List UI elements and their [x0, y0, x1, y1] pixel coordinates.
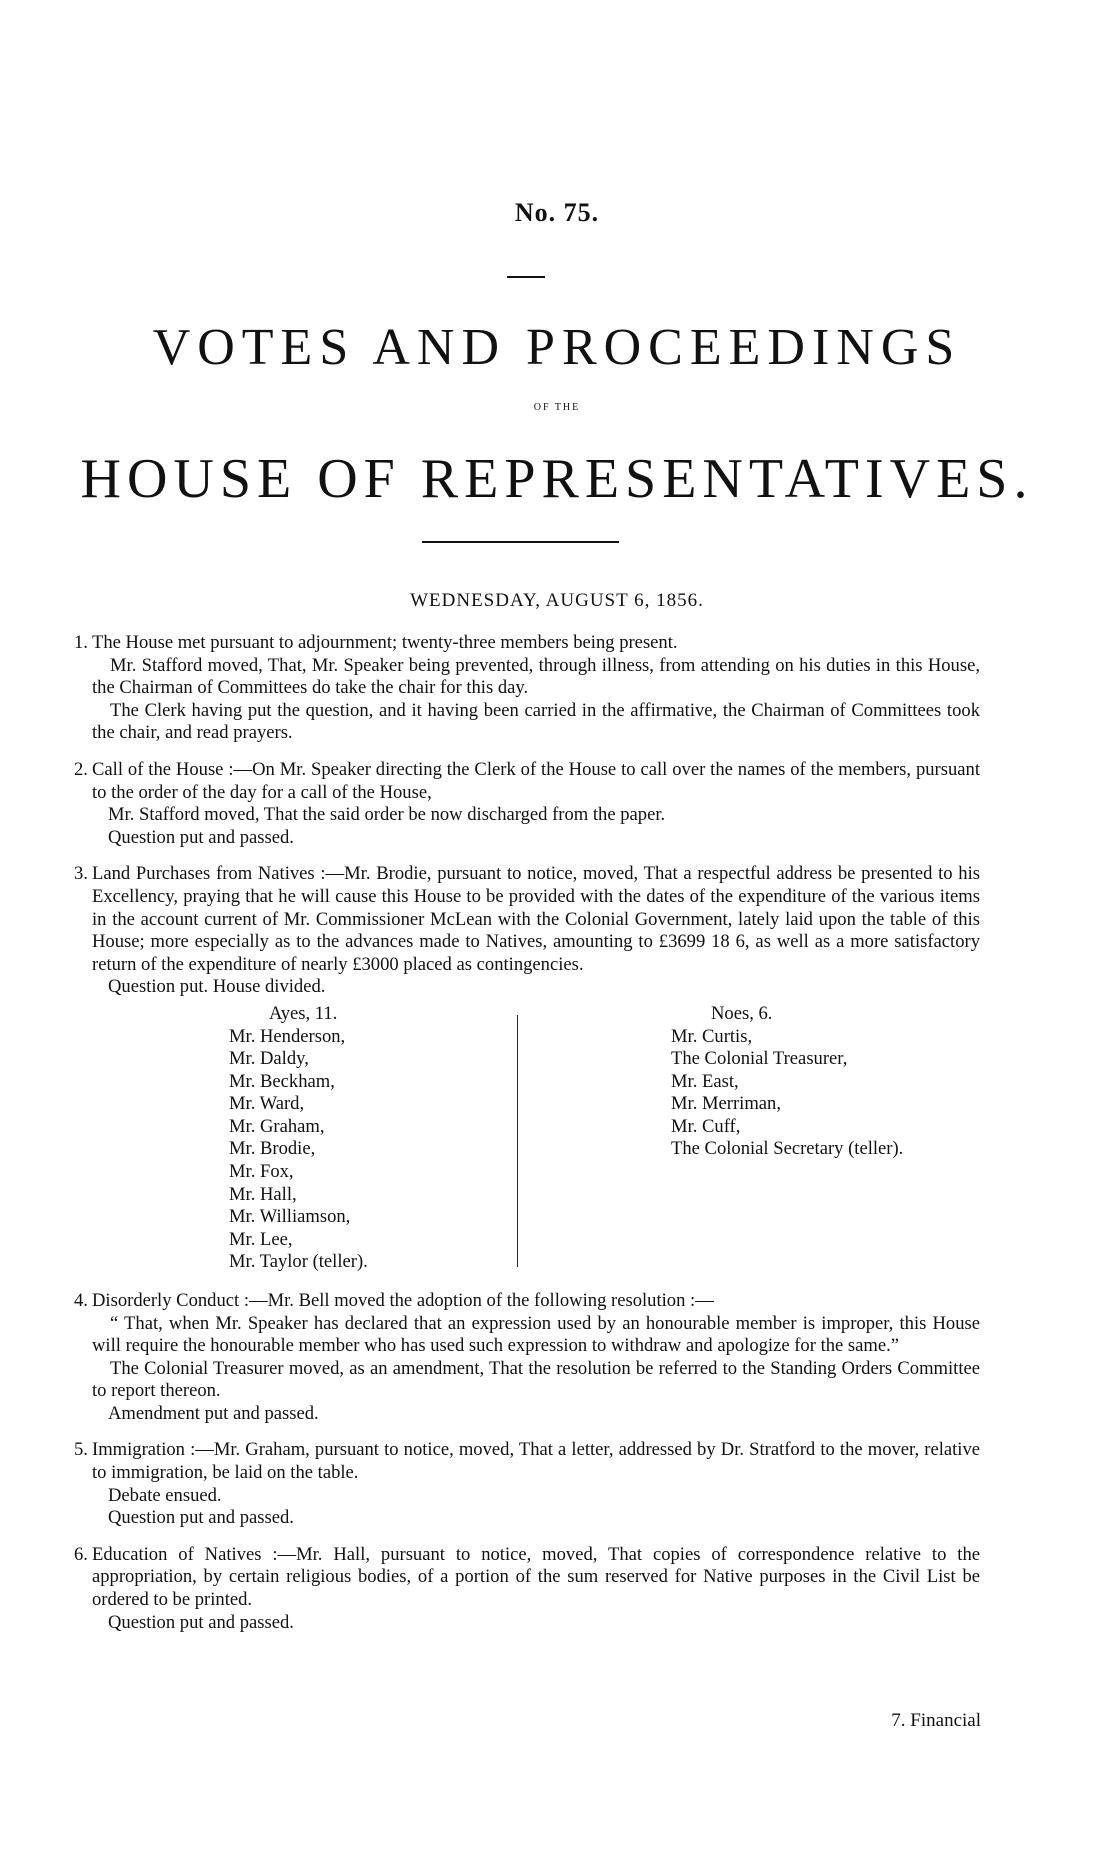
aye-member: Mr. Taylor (teller).: [229, 1251, 368, 1273]
aye-member: Mr. Daldy,: [229, 1048, 309, 1070]
item-text: Call of the House :—On Mr. Speaker directing the Clerk of the House to call over the names of the members, pursuant to the order of the day for a call of the House,: [92, 758, 980, 803]
ayes-heading: Ayes, 11.: [269, 1002, 338, 1024]
item-4: [74, 1290, 980, 1426]
item-text: Land Purchases from Natives :—Mr. Brodie, pursuant to notice, moved, That a respectful address be presented to his Excellency, praying that he will cause this House to be provided with the dates of the expenditure of the various items in the account current of Mr. Commissioner McLean with the Colonial Government, lately laid upon the table of this House; more especially as to the advances made to Natives, amounting to £3699 18 6, as well as a more satisfactory return of the expenditure of nearly £3000 placed as contingencies.: [92, 863, 980, 975]
item-number: 4.: [74, 1289, 88, 1311]
session-date: WEDNESDAY, AUGUST 6, 1856.: [410, 590, 704, 611]
item-number: 2.: [74, 758, 88, 780]
aye-member: Mr. Fox,: [229, 1161, 294, 1183]
title-rule: [422, 541, 619, 543]
title-votes-and-proceedings: VOTES AND PROCEEDINGS: [152, 319, 962, 376]
division-list: [74, 1002, 980, 1273]
no-member: The Colonial Treasurer,: [671, 1048, 848, 1070]
catchword: 7. Financial: [891, 1710, 981, 1731]
item-text: The House met pursuant to adjournment; twenty-three members being present.: [92, 632, 678, 653]
item-paragraph: “ That, when Mr. Speaker has declared that an expression used by an honourable member is improper, this House will require the honourable member who has used such expression to withdraw and apologize for the same.”: [92, 1312, 980, 1357]
item-paragraph: Mr. Stafford moved, That the said order be now discharged from the paper.: [108, 804, 666, 826]
short-rule: [507, 276, 545, 278]
item-paragraph: Debate ensued.: [108, 1484, 222, 1506]
no-member: Mr. East,: [671, 1070, 739, 1092]
item-2: [74, 759, 980, 849]
aye-member: Mr. Brodie,: [229, 1138, 316, 1160]
item-number: 1.: [74, 632, 88, 653]
aye-member: Mr. Graham,: [229, 1115, 325, 1137]
no-member: Mr. Cuff,: [671, 1115, 741, 1137]
division-divider: [517, 1015, 518, 1267]
paper-number: No. 75.: [514, 198, 600, 227]
aye-member: Mr. Hall,: [229, 1183, 297, 1205]
item-paragraph: Mr. Stafford moved, That, Mr. Speaker being prevented, through illness, from attending on his duties in this House, the Chairman of Committees do take the chair for this day.: [92, 654, 980, 699]
aye-member: Mr. Williamson,: [229, 1206, 351, 1228]
item-1: [74, 632, 980, 745]
no-member: Mr. Curtis,: [671, 1025, 753, 1047]
item-paragraph: The Colonial Treasurer moved, as an amendment, That the resolution be referred to the Standing Orders Committee to report thereon.: [92, 1357, 980, 1402]
item-text: Education of Natives :—Mr. Hall, pursuant to notice, moved, That copies of correspondence relative to the appropriation, by certain religious bodies, of a portion of the sum reserved for Native purposes in the Civil List be ordered to be printed.: [92, 1543, 980, 1611]
no-member: Mr. Merriman,: [671, 1093, 781, 1115]
item-6: [74, 1544, 980, 1634]
proceedings-body: [74, 632, 980, 1648]
item-3: [74, 863, 980, 999]
title-of-the: OF THE: [533, 402, 581, 413]
item-paragraph: Question put and passed.: [108, 1507, 294, 1529]
item-number: 5.: [74, 1439, 88, 1461]
item-paragraph: The Clerk having put the question, and it having been carried in the affirmative, the Chairman of Committees took the chair, and read prayers.: [92, 699, 980, 744]
item-number: 6.: [74, 1543, 88, 1565]
aye-member: Mr. Lee,: [229, 1228, 293, 1250]
noes-column: [671, 1003, 991, 1161]
item-text: Disorderly Conduct :—Mr. Bell moved the adoption of the following resolution :—: [92, 1289, 714, 1311]
item-paragraph: Question put. House divided.: [108, 976, 326, 998]
item-text: Immigration :—Mr. Graham, pursuant to notice, moved, That a letter, addressed by Dr. Stratford to the mover, relative to immigration, be laid on the table.: [92, 1439, 980, 1484]
item-5: [74, 1439, 980, 1529]
no-member: The Colonial Secretary (teller).: [671, 1138, 904, 1160]
item-number: 3.: [74, 863, 88, 885]
title-house-of-representatives: HOUSE OF REPRESENTATIVES.: [80, 448, 1034, 510]
item-paragraph: Amendment put and passed.: [108, 1402, 319, 1424]
ayes-column: [229, 1003, 519, 1274]
aye-member: Mr. Beckham,: [229, 1070, 335, 1092]
item-paragraph: Question put and passed.: [108, 1611, 294, 1633]
aye-member: Mr. Henderson,: [229, 1025, 346, 1047]
noes-heading: Noes, 6.: [711, 1002, 773, 1024]
item-paragraph: Question put and passed.: [108, 826, 294, 848]
aye-member: Mr. Ward,: [229, 1093, 305, 1115]
